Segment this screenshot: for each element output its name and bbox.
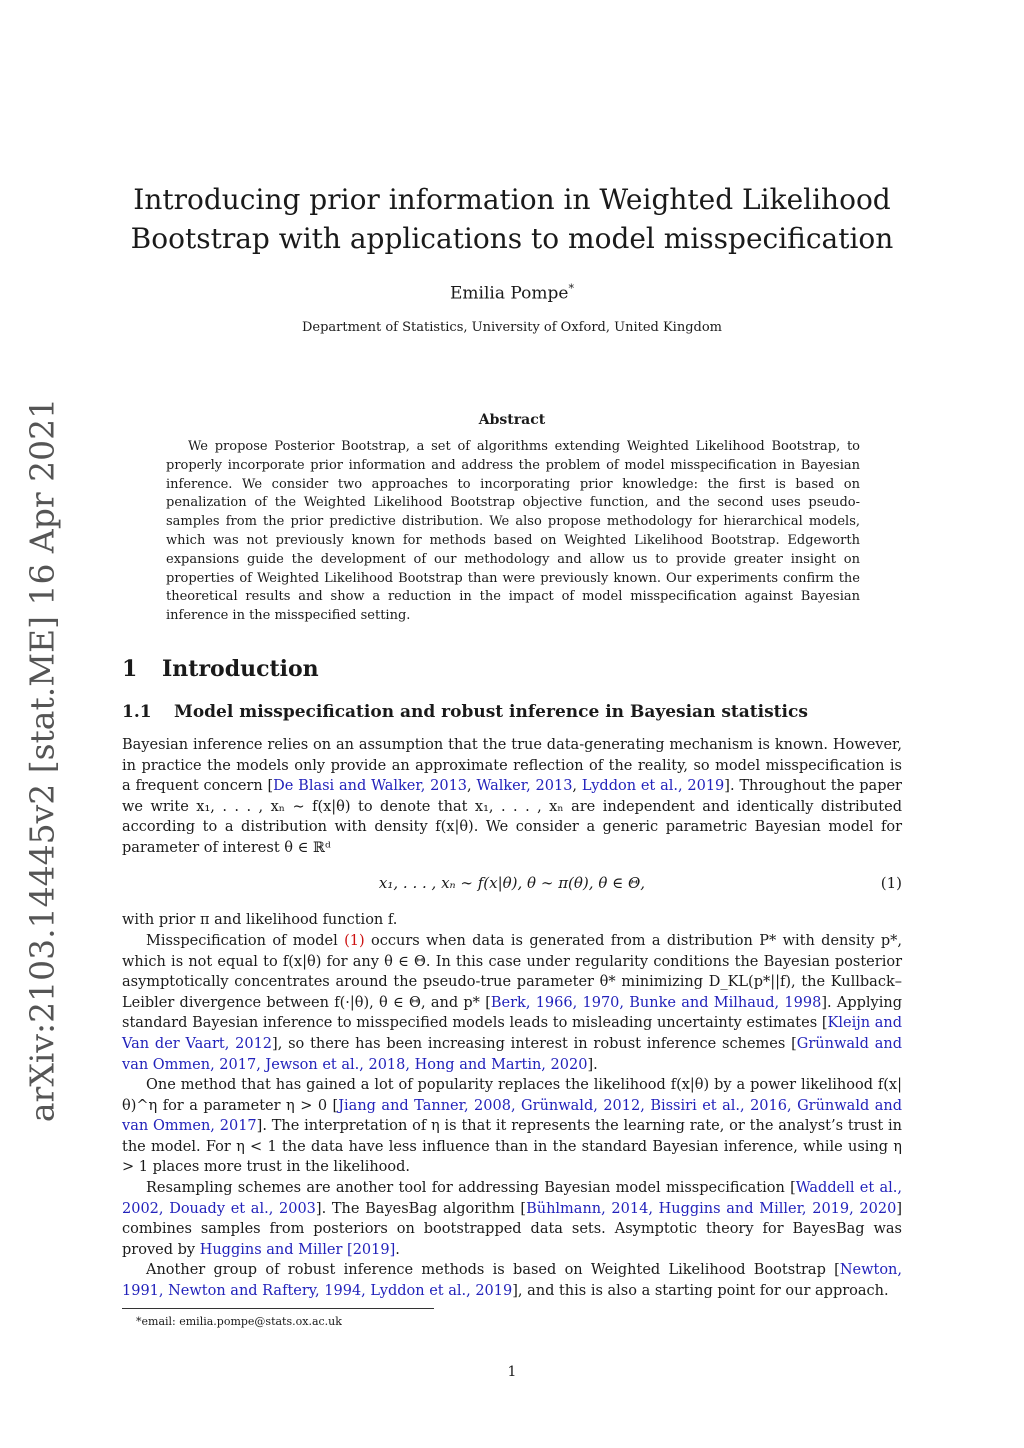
author-line	[122, 282, 902, 304]
citation-link[interactable]: De Blasi and Walker, 2013	[273, 778, 468, 795]
page-number: 1	[507, 1364, 517, 1380]
abstract-text: We propose Posterior Bootstrap, a set of algorithms extending Weighted Likelihood Bootstrap, to properly incorporate prior information and address the problem of model misspecification in Bayesian inference. We consider two approaches to incorporating prior knowledge: the first is based on penalization of the Weighted Likelihood Bootstrap objective function, and the second uses pseudo-samples from the prior predictive distribution. We also propose methodology for hierarchical models, which was not previously known for methods based on Weighted Likelihood Bootstrap. Edgeworth expansions guide the development of our methodology and allow us to provide greater insight on properties of Weighted Likelihood Bootstrap than were previously known. Our experiments confirm the theoretical results and show a reduction in the impact of model misspecification against Bayesian inference in the misspecified setting.	[166, 439, 860, 624]
subsection-title: Model misspecification and robust inference in Bayesian statistics	[174, 702, 808, 722]
text-run: ], and this is also a starting point for our approach.	[512, 1282, 889, 1299]
citation-link[interactable]: Walker, 2013	[476, 778, 573, 795]
section-heading	[122, 656, 319, 682]
citation-link[interactable]: Grünwald and van Ommen, 2017, Jewson et al., 2018, Hong and Martin, 2020	[122, 1035, 902, 1073]
text-run: ], so there has been increasing interest in robust inference schemes [	[272, 1035, 797, 1052]
citation-link[interactable]: Lyddon et al., 2019	[581, 778, 725, 795]
text-run: One method that has gained a lot of popularity replaces the likelihood f(x|θ) by a power likelihood f(x|θ)^η for a parameter η > 0 [	[122, 1077, 902, 1114]
footnote: *email: emilia.pompe@stats.ox.ac.uk	[136, 1315, 342, 1328]
paragraph-4	[122, 1075, 902, 1178]
citation-link[interactable]: Berk, 1966, 1970, Bunke and Milhaud, 1998	[490, 994, 822, 1011]
text-run: ]. Throughout the paper we write x₁, . . . , xₙ ∼ f(x|θ) to denote that x₁, . . . , xₙ are independent and identically distributed according to a distribution with density f(x|θ). We consider a generic parametric Bayesian model for parameter of interest θ ∈ ℝᵈ	[122, 778, 902, 856]
paragraph-3	[122, 931, 902, 1075]
paper-title: Introducing prior information in Weighted Likelihood Bootstrap with applications to model misspecification	[130, 183, 894, 255]
citation-link[interactable]: Newton, 1991, Newton and Raftery, 1994, Lyddon et al., 2019	[122, 1262, 902, 1299]
text-run: Bayesian inference relies on an assumption that the true data-generating mechanism is known. However, in practice the models only provide an approximate reflection of the reality, so model misspecification is a frequent concern [	[122, 737, 902, 795]
citation-link[interactable]: Bühlmann, 2014, Huggins and Miller, 2019, 2020	[526, 1200, 897, 1217]
text-run: occurs when data is generated from a distribution P* with density p*, which is not equal to f(x|θ) for any θ ∈ Θ. In this case under regularity conditions the Bayesian posterior asymptotically concentrates around the pseudo-true parameter θ* minimizing D_KL(p*||f), the Kullback–Leibler divergence between f(·|θ), θ ∈ Θ, and p* [	[122, 933, 902, 1011]
equation-1	[122, 874, 902, 896]
affiliation: Department of Statistics, University of Oxford, United Kingdom	[301, 320, 723, 335]
equation-body: x₁, . . . , xₙ ∼ f(x|θ), θ ∼ π(θ), θ ∈ Θ,	[378, 874, 646, 892]
section-title: Introduction	[162, 656, 319, 682]
text-run: ,	[572, 778, 582, 795]
arxiv-identifier: arXiv:2103.14445v2 [stat.ME] 16 Apr 2021	[22, 397, 62, 1123]
paragraph-6	[122, 1260, 902, 1301]
citation-link[interactable]: Kleijn and Van der Vaart, 2012	[122, 1015, 902, 1052]
text-run: ].	[587, 1056, 598, 1073]
text-run: Another group of robust inference methods is based on Weighted Likelihood Bootstrap [	[146, 1262, 840, 1278]
section-number: 1	[122, 656, 138, 682]
citation-link[interactable]: Huggins and Miller [2019]	[199, 1241, 396, 1258]
citation-link[interactable]: Jiang and Tanner, 2008, Grünwald, 2012, Bissiri et al., 2016, Grünwald and van Ommen, 2017	[122, 1097, 902, 1135]
footnote-divider	[122, 1308, 434, 1309]
paragraph-5	[122, 1178, 902, 1260]
text-run: .	[395, 1241, 400, 1258]
paragraph-2: with prior π and likelihood function f.	[122, 912, 398, 928]
citation-link[interactable]: Waddell et al., 2002, Douady et al., 2003	[122, 1180, 902, 1217]
text-run: Misspecification of model	[146, 933, 345, 949]
paragraph-1	[122, 735, 902, 859]
text-run: ]. The BayesBag algorithm [	[315, 1200, 527, 1217]
equation-reference-link[interactable]: (1)	[344, 933, 365, 949]
text-run: ] combines samples from posteriors on bootstrapped data sets. Asymptotic theory for BayesBag was proved by	[122, 1200, 902, 1258]
author-footnote-mark[interactable]: *	[568, 282, 574, 295]
equation-number: (1)	[880, 874, 902, 892]
text-run: ,	[467, 778, 477, 795]
subsection-heading	[122, 702, 808, 722]
text-run: ]. The interpretation of η is that it represents the learning rate, or the analyst’s trust in the model. For η < 1 the data have less influence than in the standard Bayesian inference, while using η > 1 places more trust in the likelihood.	[122, 1118, 903, 1176]
author-name: Emilia Pompe	[450, 283, 569, 304]
subsection-number: 1.1	[122, 702, 152, 722]
abstract-heading: Abstract	[478, 412, 546, 428]
text-run: Resampling schemes are another tool for addressing Bayesian model misspecification [	[146, 1180, 796, 1196]
text-run: ]. Applying standard Bayesian inference to misspecified models leads to misleading uncertainty estimates [	[122, 994, 902, 1032]
